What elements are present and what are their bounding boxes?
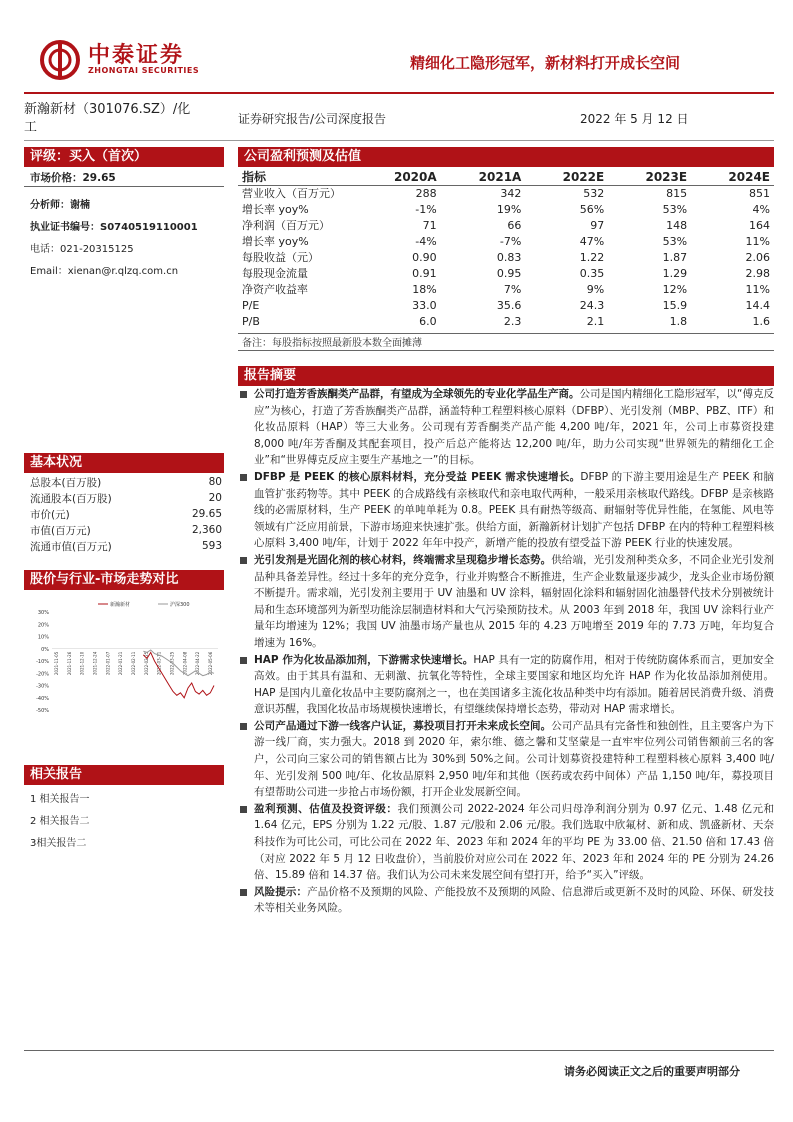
footer-divider bbox=[24, 1050, 774, 1051]
company-line-2: 工 bbox=[24, 120, 38, 135]
forecast-cell: 532 bbox=[583, 186, 605, 200]
y-tick-label: -20% bbox=[36, 671, 49, 678]
basic-row bbox=[28, 474, 224, 490]
stock-chart bbox=[28, 598, 224, 748]
forecast-row bbox=[238, 201, 774, 217]
forecast-cell: 2.98 bbox=[745, 266, 770, 280]
analyst-cert: 执业证书编号：S0740519110001 bbox=[30, 222, 198, 233]
forecast-cell: 2020A bbox=[393, 169, 437, 184]
forecast-cell: 2023E bbox=[645, 169, 688, 184]
basic-value: 29.65 bbox=[191, 508, 222, 520]
summary-bullet bbox=[238, 884, 774, 917]
forecast-cell: 11% bbox=[745, 282, 770, 296]
basic-row bbox=[28, 538, 224, 554]
forecast-cell: 0.91 bbox=[412, 266, 437, 280]
x-tick-label: 2021-11-26 bbox=[66, 651, 72, 675]
related-title: 相关报告 bbox=[24, 765, 224, 785]
y-tick-label: 20% bbox=[37, 622, 49, 629]
forecast-cell: 35.6 bbox=[496, 298, 522, 312]
header-divider bbox=[24, 92, 774, 94]
logo-en: ZHONGTAI SECURITIES bbox=[88, 66, 200, 75]
forecast-cell: 19% bbox=[496, 202, 522, 216]
forecast-cell: 1.8 bbox=[669, 314, 688, 328]
forecast-metric: 净利润（百万元） bbox=[242, 219, 330, 232]
footer-disclaimer: 请务必阅读正文之后的重要声明部分 bbox=[564, 1065, 740, 1078]
forecast-cell: 2.06 bbox=[745, 250, 770, 264]
report-title: 精细化工隐形冠军，新材料打开成长空间 bbox=[409, 54, 680, 72]
bullet-text: 公司产品具有完备性和独创性，且主要客户为下游一线厂商，实力强大。2018 到 2020 年，索尔维、德之馨和艾坚蒙是一直牢牢位列公司销售额前三名的客户，公司向三家公司的销售额占比为 30%到 50%之间。公司计划募资投建特种工程塑料核心原料 3,400 吨/年、光引发剂 500 吨/年、化妆品原料 2,950 吨/年和其他（医药或农药中间体）产品 1,150 吨/年，募投项目有望帮助公司进一步抢占市场份额，打开企业发展新空间。 bbox=[254, 719, 775, 799]
forecast-note-line bbox=[238, 350, 774, 351]
forecast-cell: 2.3 bbox=[503, 314, 522, 328]
subheader-divider bbox=[24, 140, 774, 141]
forecast-cell: 15.9 bbox=[662, 298, 688, 312]
forecast-metric: P/B bbox=[242, 314, 260, 328]
logo-cn: 中泰证券 bbox=[88, 43, 185, 68]
forecast-row bbox=[238, 249, 774, 265]
forecast-metric: 每股现金流量 bbox=[242, 267, 308, 280]
x-tick-label: 2022-03-25 bbox=[169, 651, 175, 675]
summary-bullet bbox=[238, 652, 774, 718]
summary-bullet bbox=[238, 469, 774, 552]
forecast-metric: 增长率 yoy% bbox=[242, 235, 309, 248]
related-report-2[interactable]: 2 相关报告二 bbox=[30, 816, 90, 827]
basic-info-table bbox=[28, 474, 224, 554]
x-tick-label: 2022-05-06 bbox=[208, 651, 213, 675]
legend-label: 新瀚新材 bbox=[110, 602, 131, 608]
x-tick-label: 2022-02-25 bbox=[143, 651, 149, 675]
company-line-1: 新瀚新材（301076.SZ）/化 bbox=[24, 102, 191, 117]
basic-value: 80 bbox=[208, 476, 222, 488]
forecast-cell: -1% bbox=[415, 202, 437, 216]
company-name bbox=[24, 101, 224, 137]
y-tick-label: 30% bbox=[37, 610, 49, 616]
summary-bullet bbox=[238, 718, 774, 801]
analyst-phone: 电话：021-20315125 bbox=[30, 244, 134, 255]
forecast-cell: 0.83 bbox=[496, 250, 522, 264]
summary-bullets bbox=[238, 386, 774, 917]
forecast-cell: 0.95 bbox=[496, 266, 522, 280]
forecast-row bbox=[238, 313, 774, 329]
x-tick-label: 2022-01-07 bbox=[105, 651, 111, 675]
x-tick-label: 2021-12-24 bbox=[92, 651, 98, 675]
y-tick-label: -10% bbox=[36, 659, 49, 665]
x-tick-label: 2022-02-11 bbox=[131, 651, 136, 675]
forecast-cell: 2024E bbox=[728, 169, 770, 184]
forecast-cell: 97 bbox=[590, 218, 605, 232]
analyst-name: 分析师：谢楠 bbox=[30, 200, 90, 211]
x-tick-label: 2021-12-10 bbox=[79, 651, 85, 675]
x-tick-label: 2022-03-11 bbox=[156, 651, 162, 675]
bullet-heading: HAP 作为化妆品添加剂，下游需求快速增长。 bbox=[254, 653, 474, 666]
forecast-cell: 0.35 bbox=[579, 266, 605, 280]
forecast-title: 公司盈利预测及估值 bbox=[238, 147, 774, 167]
bullet-text: 供给端，光引发剂种类众多，不同企业光引发剂品种具备差异性。经过十多年的充分竞争，行业并购整合不断推进，生产企业数量逐步减少，龙头企业市场份额不断提升。需求端，光引发剂主要用于 UV 油墨和 UV 涂料，辐射固化涂料和辐射固化油墨替代技术分别被统计局和生态环境部列为新型功能涂层制造材料和大气污染预防技术。从 2003 年到 2018 年，我国 UV 涂料行业产量年均增速为 12%；我国 UV 油墨市场产量也从 2015 年的 4.23 万吨增至 2019 年的 7.73 万吨，年均复合增速为 16%。 bbox=[254, 553, 775, 649]
analyst-email[interactable]: Email：xienan@r.qlzq.com.cn bbox=[30, 266, 179, 277]
forecast-cell: 18% bbox=[412, 282, 437, 296]
bullet-heading: 风险提示： bbox=[254, 885, 308, 898]
series-line-hs300 bbox=[143, 650, 214, 676]
forecast-cell: 1.6 bbox=[752, 314, 770, 328]
forecast-cell: 2022E bbox=[562, 169, 605, 184]
basic-row bbox=[28, 490, 224, 506]
legend-label: 沪深300 bbox=[170, 602, 190, 608]
rating-box: 评级：买入（首次） bbox=[24, 147, 224, 167]
y-tick-label: 0% bbox=[41, 646, 49, 653]
forecast-header-row bbox=[238, 168, 774, 185]
forecast-table bbox=[238, 168, 774, 329]
forecast-cell: 1.87 bbox=[662, 250, 688, 264]
forecast-cell: -7% bbox=[499, 234, 522, 248]
forecast-cell: 6.0 bbox=[419, 314, 437, 328]
forecast-cell: 47% bbox=[579, 234, 605, 248]
forecast-cell: 53% bbox=[662, 202, 688, 216]
forecast-header-line bbox=[238, 185, 774, 186]
summary-bullet bbox=[238, 801, 774, 884]
y-tick-label: -40% bbox=[36, 695, 49, 702]
report-date: 2022 年 5 月 12 日 bbox=[580, 112, 689, 126]
related-report-3[interactable]: 3相关报告二 bbox=[30, 838, 87, 849]
forecast-row bbox=[238, 265, 774, 281]
zhongtai-logo-icon bbox=[40, 40, 80, 80]
forecast-cell: 7% bbox=[503, 282, 522, 296]
forecast-row bbox=[238, 217, 774, 233]
forecast-metric: 指标 bbox=[242, 170, 267, 184]
forecast-row bbox=[238, 281, 774, 297]
forecast-cell: 33.0 bbox=[412, 298, 437, 312]
forecast-cell: 11% bbox=[745, 234, 770, 248]
bullet-heading: 光引发剂是光固化剂的核心材料，终端需求呈现稳步增长态势。 bbox=[254, 553, 552, 566]
basic-info-title: 基本状况 bbox=[24, 453, 224, 473]
forecast-cell: 4% bbox=[752, 202, 770, 216]
forecast-metric: 增长率 yoy% bbox=[242, 203, 309, 216]
forecast-cell: 342 bbox=[500, 186, 522, 200]
bullet-heading: DFBP 是 PEEK 的核心原料材料，充分受益 PEEK 需求快速增长。 bbox=[254, 470, 581, 483]
basic-label: 市值(百万元) bbox=[30, 524, 91, 537]
bullet-text: DFBP 的下游主要用途是生产 PEEK 和脑血管扩张药物等。其中 PEEK 的合成路线有亲核取代和亲电取代两种，一般采用亲核取代路线。DFBP 是亲核路线的必需原材料，生产 PEEK 的单吨单耗为 0.8。PEEK 具有耐热等级高、耐辐射等优异性能，在氢能、风电等领域有广泛应用前景，下游市场迎来快速扩张。供给方面，新瀚新材计划扩产包括 DFBP 在内的特种工程塑料核心原料 3,400 吨/年，计划于 2022 年年中投产，新增产能的投放有望受益下游 PEEK 行业的快速发展。 bbox=[254, 470, 774, 550]
bullet-text: 我们预测公司 2022-2024 年公司归母净利润分别为 0.97 亿元、1.48 亿元和 1.64 亿元，EPS 分别为 1.22 元/股、1.87 元/股和 2.06 元/股。我们选取中欣氟材、新和成、凯盛新材、天奈科技作为可比公司，可比公司在 2022 年、2023 年和 2024 年的平均 PE 为 33.00 倍、21.50 倍和 17.43 倍（对应 2022 年 5 月 12 日收盘价），当前股价对应公司在 2022 年、2023 年和 2024 年的 PE 分别为 24.26 倍、15.89 倍和 14.37 倍。我们认为公司未来发展空间有望打开，给予“买入”评级。 bbox=[254, 802, 775, 882]
summary-title: 报告摘要 bbox=[238, 366, 774, 386]
y-tick-label: 10% bbox=[37, 634, 49, 641]
related-report-1[interactable]: 1 相关报告一 bbox=[30, 794, 90, 805]
forecast-cell: 66 bbox=[507, 218, 522, 232]
forecast-cell: 14.4 bbox=[745, 298, 770, 312]
sidebar-divider bbox=[24, 186, 224, 187]
x-tick-label: 2021-11-05 bbox=[54, 651, 59, 675]
basic-row bbox=[28, 522, 224, 538]
basic-label: 流通股本(百万股) bbox=[30, 492, 112, 505]
summary-bullet bbox=[238, 552, 774, 652]
forecast-cell: 24.3 bbox=[579, 298, 605, 312]
forecast-cell: 9% bbox=[586, 282, 605, 296]
x-tick-label: 2022-01-21 bbox=[118, 651, 124, 675]
forecast-cell: 56% bbox=[579, 202, 605, 216]
report-type: 证券研究报告/公司深度报告 bbox=[238, 112, 387, 126]
forecast-cell: -4% bbox=[415, 234, 437, 248]
bullet-heading: 公司产品通过下游一线客户认证，募投项目打开未来成长空间。 bbox=[254, 719, 552, 732]
chart-title: 股价与行业-市场走势对比 bbox=[24, 570, 224, 590]
basic-value: 2,360 bbox=[191, 524, 222, 536]
bullet-text: HAP 具有一定的防腐作用，相对于传统防腐体系而言，更加安全高效。由于其具有温和、无刺激、抗氧化等特性，全球主要国家和地区均允许 HAP 作为化妆品添加剂使用。HAP 是国内儿童化妆品中主要防腐剂之一，也在美国诸多主流化妆品种类中均有添加。随着居民消费升级、消费意识苏醒，我国化妆品市场规模快速增长，有望继续保持增长态势，带动对 HAP 需求增长。 bbox=[254, 653, 775, 716]
bullet-text: 产品价格不及预期的风险、产能投放不及预期的风险、信息滞后或更新不及时的风险、环保、研发技术等相关业务风险。 bbox=[254, 885, 775, 915]
forecast-cell: 288 bbox=[415, 186, 437, 200]
y-tick-label: -50% bbox=[36, 708, 49, 714]
forecast-cell: 851 bbox=[749, 186, 770, 200]
summary-bullet bbox=[238, 386, 774, 469]
x-tick-label: 2022-04-22 bbox=[195, 651, 201, 675]
forecast-row bbox=[238, 233, 774, 249]
forecast-metric: 净资产收益率 bbox=[242, 283, 308, 296]
forecast-cell: 2021A bbox=[478, 169, 522, 184]
market-price: 市场价格：29.65 bbox=[30, 172, 116, 184]
forecast-metric: P/E bbox=[242, 298, 260, 312]
forecast-cell: 0.90 bbox=[412, 250, 437, 264]
bullet-text: 公司是国内精细化工隐形冠军，以“傅克反应”为核心，打造了芳香族酮类产品群，涵盖特种工程塑料核心原料（DFBP）、光引发剂（MBP、PBZ、ITF）和化妆品原料（HAP）等三大业务。公司现有芳香酮类产品产能 4,200 吨/年，2021 年，公司上市募资投建 8,000 吨/年芳香酮及其配套项目，投产后总产能将达 12,200 吨/年，助力公司实现“世界领先的精细化工企业”和“世界傅克反应主要生产基地之一”的目标。 bbox=[254, 388, 774, 467]
forecast-cell: 53% bbox=[662, 234, 688, 248]
forecast-cell: 164 bbox=[749, 218, 770, 232]
forecast-cell: 815 bbox=[666, 186, 688, 200]
bullet-heading: 公司打造芳香族酮类产品群，有望成为全球领先的专业化学品生产商。 bbox=[254, 388, 580, 400]
forecast-note: 备注：每股指标按照最新股本数全面摊薄 bbox=[242, 338, 422, 349]
forecast-metric: 每股收益（元） bbox=[242, 251, 319, 264]
basic-label: 流通市值(百万元) bbox=[30, 540, 112, 553]
bullet-heading: 盈利预测、估值及投资评级： bbox=[254, 802, 398, 815]
basic-value: 20 bbox=[208, 492, 222, 504]
basic-row bbox=[28, 506, 224, 522]
basic-label: 总股本(百万股) bbox=[30, 476, 102, 489]
forecast-cell: 2.1 bbox=[586, 314, 605, 328]
forecast-cell: 71 bbox=[422, 218, 437, 232]
forecast-cell: 148 bbox=[666, 218, 688, 232]
x-tick-label: 2022-04-08 bbox=[182, 651, 188, 675]
basic-value: 593 bbox=[201, 540, 222, 552]
basic-label: 市价(元) bbox=[30, 508, 70, 521]
company-logo bbox=[40, 36, 220, 86]
forecast-row bbox=[238, 185, 774, 201]
forecast-cell: 1.22 bbox=[579, 250, 605, 264]
forecast-metric: 营业收入（百万元） bbox=[242, 187, 341, 200]
forecast-cell: 12% bbox=[662, 282, 688, 296]
forecast-row bbox=[238, 297, 774, 313]
y-tick-label: -30% bbox=[36, 683, 49, 690]
forecast-cell: 1.29 bbox=[662, 266, 688, 280]
